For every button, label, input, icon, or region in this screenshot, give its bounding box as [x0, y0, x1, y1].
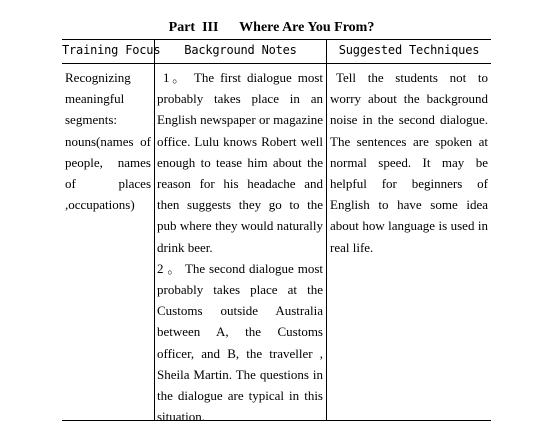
background-note-2: 2 。 The second dialogue most probably takes place at the Customs outside Australia between A, the Customs officer, and B, the traveller , Sheila Martin. The questions in the dialogue are typical in this situation. — [157, 260, 323, 425]
notes-table — [62, 39, 491, 425]
background-note-1: 1。 The first dialogue most probably takes place in an English newspaper or magazine office. Lulu knows Robert well enough to tease him about the reason for his headache and then suggests they go to the pub where they would naturally drink beer. — [157, 70, 323, 255]
training-focus-cell: Recognizing meaningful segments: nouns(names of people, names of places ,occupations) — [65, 70, 151, 213]
page-title: Part III Where Are You From? — [168, 20, 375, 35]
header-suggested-techniques: Suggested Techniques — [338, 43, 480, 57]
header-background-notes: Background Notes — [184, 43, 297, 57]
column-divider — [326, 40, 327, 420]
header-divider — [62, 63, 491, 64]
suggested-techniques-cell: Tell the students not to worry about the background noise in the second dialogue. The sentences are spoken at normal speed. It may be helpful for beginners of English to have some idea about how language is used in real life. — [330, 70, 488, 255]
column-divider — [154, 40, 155, 420]
background-notes-cell — [157, 67, 323, 427]
header-training-focus: Training Focus — [62, 43, 161, 57]
